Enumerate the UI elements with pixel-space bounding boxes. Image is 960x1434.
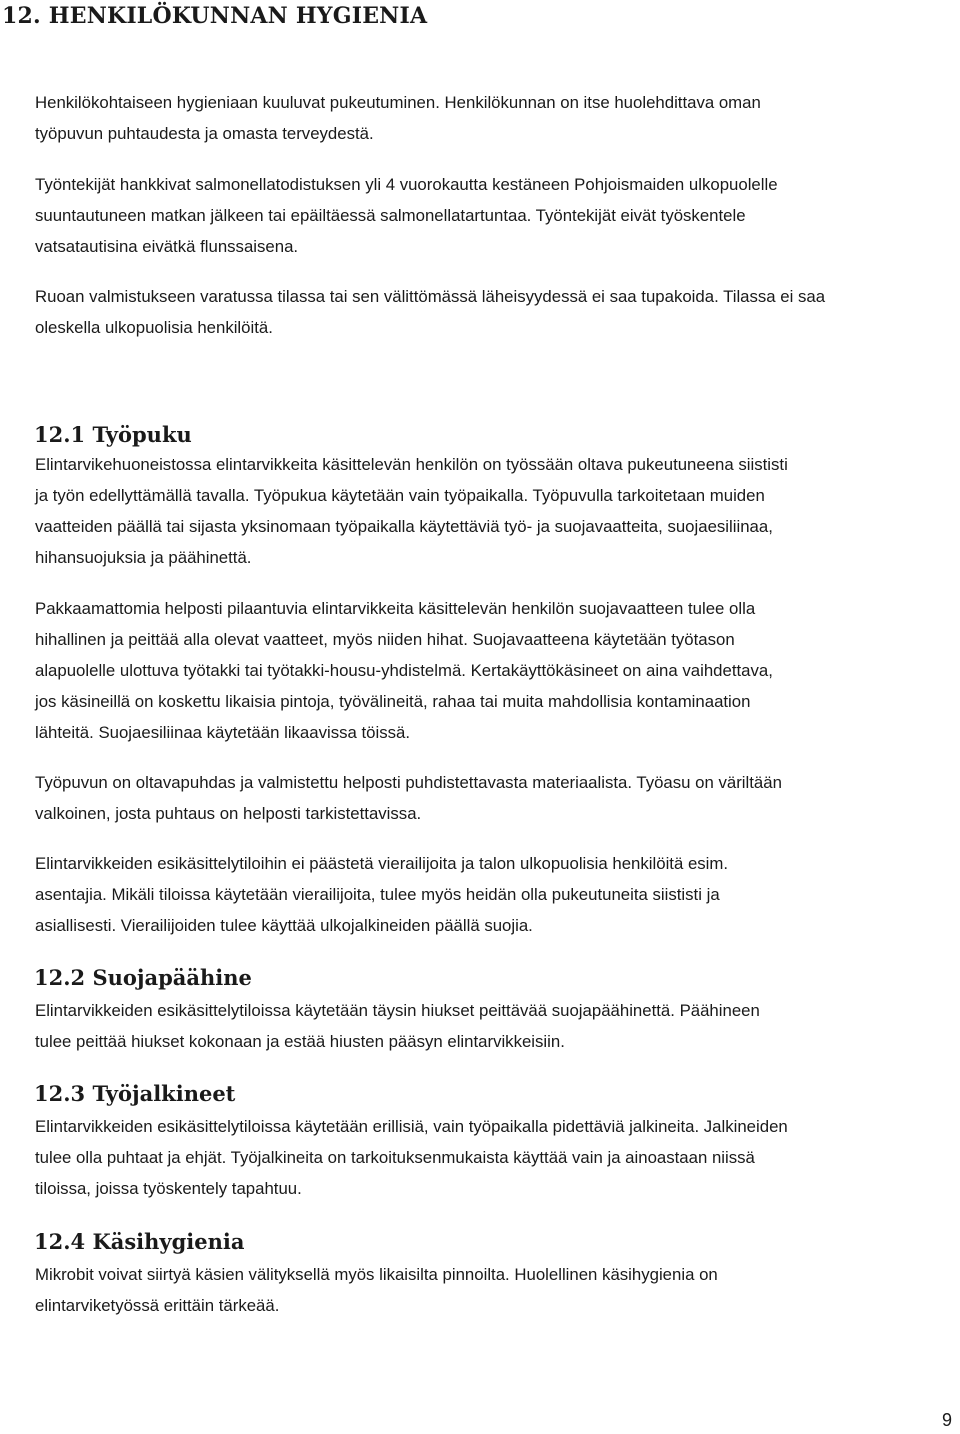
section-heading-tyojalkineet: 12.3 Työjalkineet <box>34 1081 236 1106</box>
text-line: lähteitä. Suojaesiliinaa käytetään likaavissa töissä. <box>35 723 410 742</box>
intro-paragraph-1 <box>35 87 960 149</box>
page-number: 9 <box>941 1410 952 1430</box>
text-line: asiallisesti. Vierailijoiden tulee käyttää ulkojalkineiden päällä suojia. <box>35 916 533 935</box>
section-1-paragraph-2 <box>35 593 960 748</box>
text-line: jos käsineillä on koskettu likaisia pintoja, työvälineitä, rahaa tai muita mahdollisia kontaminaation <box>35 692 751 711</box>
text-line: Työntekijät hankkivat salmonellatodistuksen yli 4 vuorokautta kestäneen Pohjoismaiden ulkopuolelle <box>35 175 778 194</box>
section-heading-tyopuku: 12.1 Työpuku <box>34 422 192 447</box>
section-4-paragraph-1 <box>35 1259 960 1321</box>
section-3-paragraph-1 <box>35 1111 960 1204</box>
text-line: Työpuvun on oltavapuhdas ja valmistettu helposti puhdistettavasta materiaalista. Työasu on väriltään <box>35 773 782 792</box>
section-2-paragraph-1 <box>35 995 960 1057</box>
text-line: työpuvun puhtaudesta ja omasta terveydestä. <box>35 124 374 143</box>
text-line: ja työn edellyttämällä tavalla. Työpukua käytetään vain työpaikalla. Työpuvulla tarkoitetaan muiden <box>35 486 765 505</box>
text-line: oleskella ulkopuolisia henkilöitä. <box>35 318 273 337</box>
section-heading-suojapaahine: 12.2 Suojapäähine <box>34 965 252 990</box>
text-line: tiloissa, joissa työskentely tapahtuu. <box>35 1179 302 1198</box>
section-1-paragraph-3 <box>35 767 960 829</box>
text-line: Henkilökohtaiseen hygieniaan kuuluvat pukeutuminen. Henkilökunnan on itse huolehdittava oman <box>35 93 761 112</box>
text-line: Elintarvikehuoneistossa elintarvikkeita käsittelevän henkilön on työssään oltava pukeutuneena siististi <box>35 455 788 474</box>
text-line: vaatteiden päällä tai sijasta yksinomaan työpaikalla käytettäviä työ- ja suojavaatteita, suojaesiliinaa, <box>35 517 773 536</box>
text-line: Mikrobit voivat siirtyä käsien välityksellä myös likaisilta pinnoilta. Huolellinen käsihygienia on <box>35 1265 718 1284</box>
text-line: Ruoan valmistukseen varatussa tilassa tai sen välittömässä läheisyydessä ei saa tupakoida. Tilassa ei saa <box>35 287 826 306</box>
text-line: vatsatautisina eivätkä flunssaisena. <box>35 237 299 256</box>
text-line: hihallinen ja peittää alla olevat vaatteet, myös niiden hihat. Suojavaatteena käytetään työtason <box>35 630 735 649</box>
section-heading-kasihygienia: 12.4 Käsihygienia <box>34 1229 245 1254</box>
text-line: elintarviketyössä erittäin tärkeää. <box>35 1296 280 1315</box>
text-line: Elintarvikkeiden esikäsittelytiloissa käytetään täysin hiukset peittävää suojapäähinettä. Päähineen <box>35 1001 760 1020</box>
text-line: asentajia. Mikäli tiloissa käytetään vierailijoita, tulee myös heidän olla pukeutuneita siististi ja <box>35 885 720 904</box>
text-line: hihansuojuksia ja päähinettä. <box>35 548 252 567</box>
text-line: Elintarvikkeiden esikäsittelytiloihin ei päästetä vierailijoita ja talon ulkopuolisia henkilöitä esim. <box>35 854 729 873</box>
text-line: valkoinen, josta puhtaus on helposti tarkistettavissa. <box>35 804 422 823</box>
text-line: tulee peittää hiukset kokonaan ja estää hiusten pääsyn elintarvikkeisiin. <box>35 1032 565 1051</box>
text-line: suuntautuneen matkan jälkeen tai epäiltäessä salmonellatartuntaa. Työntekijät eivät työskentele <box>35 206 746 225</box>
text-line: Pakkaamattomia helposti pilaantuvia elintarvikkeita käsittelevän henkilön suojavaatteen tulee olla <box>35 599 756 618</box>
section-1-paragraph-4 <box>35 848 960 941</box>
intro-paragraph-2 <box>35 169 960 262</box>
text-line: Elintarvikkeiden esikäsittelytiloissa käytetään erillisiä, vain työpaikalla pidettäviä jalkineita. Jalkineiden <box>35 1117 788 1136</box>
text-line: tulee olla puhtaat ja ehjät. Työjalkineita on tarkoituksenmukaista käyttää vain ja ainoastaan niissä <box>35 1148 755 1167</box>
intro-paragraph-3 <box>35 281 960 343</box>
page-heading: 12. HENKILÖKUNNAN HYGIENIA <box>2 3 428 29</box>
text-line: alapuolelle ulottuva työtakki tai työtakki-housu-yhdistelmä. Kertakäyttökäsineet on aina vaihdettava, <box>35 661 773 680</box>
section-1-paragraph-1 <box>35 449 960 573</box>
